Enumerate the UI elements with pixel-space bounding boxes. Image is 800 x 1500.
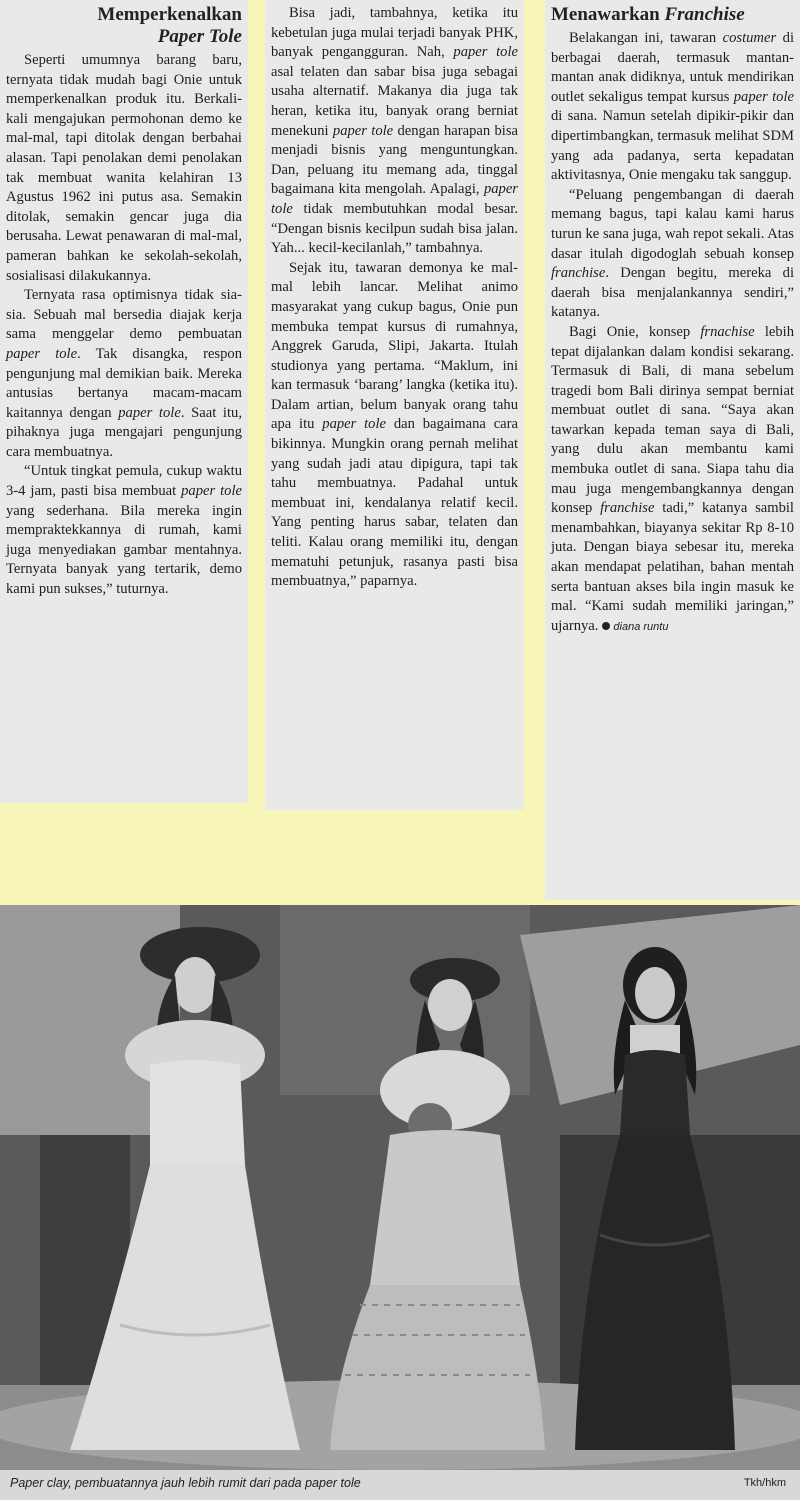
dolls-photo <box>0 905 800 1500</box>
article-column-3 <box>545 0 800 900</box>
paragraph: Belakangan ini, tawaran costumer di berbagai daerah, termasuk mantan-mantan anak didiknya, untuk mendirikan outlet sekaligus tempat kursus paper tole di sana. Namun setelah dipikir-pikir dan dipertimbangkan, termasuk melihat SDM yang ada padanya, serta kepadatan aktivitasnya, Onie mengaku tak sanggup. <box>551 30 794 184</box>
photo-credit: Tkh/hkm <box>743 1477 786 1489</box>
byline: diana runtu <box>613 620 669 633</box>
paragraph: Bagi Onie, konsep frnachise lebih tepat dijalankan dalam kondisi sekarang. Termasuk di Bali, di mana sebelum tragedi bom Bali dirinya sempat berniat membuat outlet di sana. “Saya akan tawarkan kepada teman saya di Bali, yang dulu akan membantu kami membuka outlet di sana. Siapa tahu dia mau juga mengembangkannya dengan konsep franchise tadi,” katanya sambil menambahkan, biayanya sekitar Rp 8-10 juta. Dengan biaya sebesar itu, mereka akan mendapat pelatihan, bahan mentah serta bantuan akses bila ingin masuk ke mal. “Kami sudah memiliki jaringan,” ujarnya. diana runtu <box>551 323 794 634</box>
paper-clay-dolls-illustration <box>0 905 800 1470</box>
section-heading-memperkenalkan: Memperkenalkan Paper Tole <box>97 4 242 47</box>
article-column-2 <box>265 0 524 810</box>
paragraph: Bisa jadi, tambahnya, ketika itu kebetulan juga mulai terjadi banyak PHK, banyak pengangguran. Nah, paper tole asal telaten dan sabar bisa juga sebagai usaha alternatif. Makanya dia juga tak heran, ketika itu, banyak orang berniat menekuni paper tole dengan harapan bisa menjadi bisnis yang menguntungkan. Dan, peluang itu memang ada, tinggal bagaimana kita mengolah. Apalagi, paper tole tidak membutuhkan modal besar. “Dengan bisnis kecilpun sudah bisa jalan. Yah... kecil-kecilanlah,” tambahnya. <box>271 5 518 257</box>
paragraph: Sejak itu, tawaran demonya ke mal-mal lebih lancar. Melihat animo masyarakat yang cukup bagus, Onie pun membuka tempat kursus di rumahnya, Anggrek Garuda, Slipi, Jakarta. Itulah studionya yang pertama. “Maklum, ini kan termasuk ‘barang’ langka (ketika itu). Dalam artian, belum banyak orang tahu apa itu paper tole dan bagaimana cara bikinnya. Mungkin orang pernah melihat yang sudah jadi atau dipigura, tapi tak tahu membuatnya. Padahal untuk membuat ini, kendalanya relatif kecil. Yang penting harus sabar, telaten dan teliti. Kalau orang memiliki itu, dengan mematuhi petunjuk, rasanya pasti bisa membuatnya,” paparnya. <box>271 259 518 590</box>
paragraph: Ternyata rasa optimisnya tidak sia-sia. Sebuah mal bersedia diajak kerja sama menggelar demo pembuatan paper tole. Tak disangka, respon pengunjung mal demikian baik. Mereka antusias bertanya macam-macam kaitannya dengan paper tole. Saat itu, pihaknya juga mengajari pengunjung cara membuatnya. <box>6 287 242 460</box>
photo-caption: Paper clay, pembuatannya jauh lebih rumit dari pada paper tole Tkh/hkm <box>0 1470 800 1500</box>
end-mark-bullet <box>602 622 610 630</box>
article-column-1 <box>0 0 248 803</box>
section-heading-franchise: Menawarkan Franchise <box>551 4 745 25</box>
paragraph: “Untuk tingkat pemula, cukup waktu 3-4 jam, pasti bisa membuat paper tole yang sederhana. Bila mereka ingin mempraktekkannya di rumah, kami juga menyediakan gambar mentahnya. Ternyata banyak yang tertarik, demo kami pun sukses,” tuturnya. <box>6 463 242 598</box>
paragraph: Seperti umumnya barang baru, ternyata tidak mudah bagi Onie untuk memperkenalkan produk itu. Berkali-kali mengajukan permohonan demo ke mal-mal, tapi ditolak dengan berbahai alasan. Tapi penolakan demi penolakan tak membuat wanita kelahiran 13 Agustus 1962 ini putus asa. Semakin ditolak, semakin gencar juga dia berusaha. Lewat penawaran di mal-mal, pameran bahkan ke sekolah-sekolah, sosialisasi dilakukannya. <box>6 52 242 284</box>
paragraph: “Peluang pengembangan di daerah memang bagus, tapi kalau kami harus turun ke sana juga, wah repot sekali. Atas dasar itulah digodoglah sebuah konsep franchise. Dengan begitu, mereka di daerah bisa menjalankannya sendiri,” katanya. <box>551 186 794 321</box>
